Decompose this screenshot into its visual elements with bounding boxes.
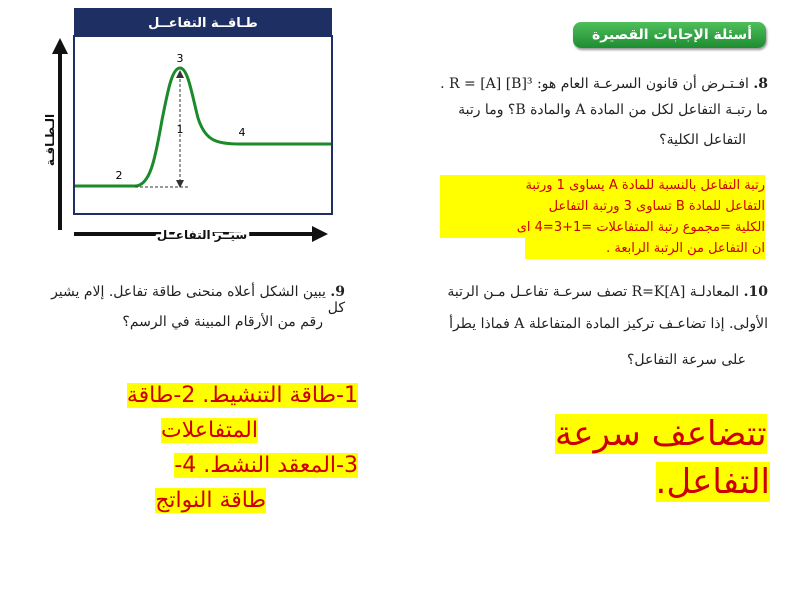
- question-10: [438, 284, 768, 378]
- question-text: الأولى. إذا تضاعـف تركيز المادة المتفاعلة A فماذا يطرأ: [449, 316, 768, 332]
- answer-line: الكلية =مجموع رتبة المتفاعلات =1+3=4 اى: [440, 217, 765, 238]
- answer-9: [48, 378, 358, 518]
- label-3: 3: [176, 52, 184, 65]
- question-number: 10.: [743, 284, 768, 300]
- question-text: على سرعة التفاعل؟: [627, 352, 746, 368]
- section-header: أسئلة الإجابات القصيرة: [573, 22, 766, 48]
- answer-line: تتضاعف سرعة: [555, 414, 767, 454]
- question-8: [438, 76, 768, 158]
- question-text: رقم من الأرقام المبينة في الرسم؟: [122, 314, 323, 330]
- chart-title: طـاقــة التفاعــل: [148, 16, 258, 31]
- y-axis-label: الـطـاقـة: [43, 113, 57, 167]
- answer-line: رتبة التفاعل بالنسبة للمادة A يساوى 1 ورتبة: [440, 175, 765, 196]
- answer-line: 3-المعقد النشط. 4-: [174, 453, 358, 478]
- answer-line: ان التفاعل من الرتبة الرابعة .: [525, 238, 765, 259]
- question-9: [40, 284, 345, 340]
- answer-line: 1-طاقة التنشيط. 2-طاقة: [126, 383, 358, 408]
- label-2: 2: [115, 169, 123, 182]
- answer-10: [555, 410, 770, 506]
- answer-8: [440, 175, 765, 259]
- y-axis-arrow-head: [52, 38, 68, 54]
- question-number: 9.: [330, 284, 345, 300]
- x-axis-arrow-head: [312, 226, 328, 242]
- answer-line: التفاعل للمادة B تساوى 3 ورتبة التفاعل: [440, 196, 765, 217]
- label-1: 1: [176, 123, 184, 136]
- answer-line: المتفاعلات: [161, 418, 258, 443]
- label-4: 4: [238, 126, 246, 139]
- answer-line: التفاعل.: [655, 462, 770, 502]
- question-text: المعادلـة R=K[A] تصف سرعـة تفاعـل مـن الرتبة: [447, 284, 740, 300]
- question-text: افـتـرض أن قانون السرعـة العام هو: R = [A] [B]³ .: [440, 76, 749, 92]
- question-text: يبين الشكل أعلاه منحنى طاقة تفاعل. إلام يشير كل: [51, 284, 345, 316]
- question-text: ما رتبـة التفاعل لكل من المادة A والمادة B؟ وما رتبة: [458, 102, 768, 118]
- question-number: 8.: [753, 76, 768, 92]
- answer-line: طاقة النواتج: [155, 488, 266, 513]
- x-axis-label: سيــر التفاعــل: [156, 228, 248, 242]
- energy-diagram: [40, 0, 340, 250]
- question-text: التفاعل الكلية؟: [659, 132, 746, 148]
